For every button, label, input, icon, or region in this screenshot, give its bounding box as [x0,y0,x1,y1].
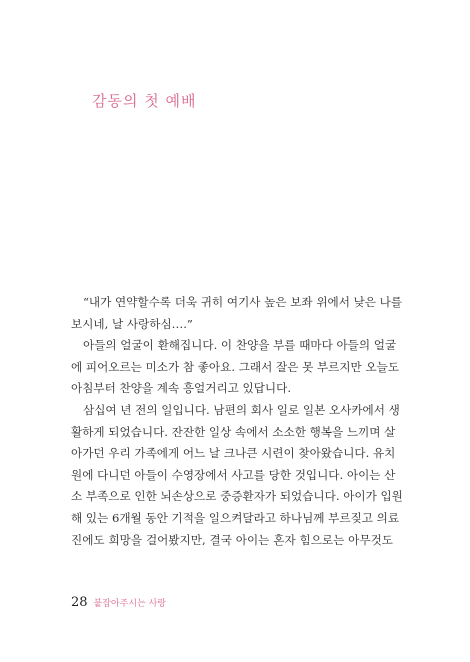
body-line: 아침부터 찬양을 계속 흥얼거리고 있답니다. [71,381,292,396]
body-line: 에 피어오르는 미소가 참 좋아요. 그래서 잘은 못 부르지만 오늘도 [71,359,400,374]
body-line: 보시네, 날 사랑하심….” [71,316,193,331]
body-line: 활하게 되었습니다. 잔잔한 일상 속에서 소소한 행복을 느끼며 살 [71,424,396,439]
running-book-title: 붙잡아주시는 사랑 [93,599,166,609]
body-line: “내가 연약할수록 더욱 귀히 여기사 높은 보좌 위에서 낮은 나를 [83,295,403,309]
body-line: 삼십여 년 전의 일입니다. 남편의 회사 일로 일본 오사카에서 생 [83,402,400,417]
body-line: 원에 다니던 아들이 수영장에서 사고를 당한 것입니다. 아이는 산 [71,467,396,482]
body-line: 소 부족으로 인한 뇌손상으로 중증환자가 되었습니다. 아이가 입원 [71,489,403,504]
body-line: 아들의 얼굴이 환해집니다. 이 찬양을 부를 때마다 아들의 얼굴 [83,338,397,353]
chapter-title: 감동의 첫 예배 [92,92,197,110]
page-footer [71,595,166,610]
body-line: 아가던 우리 가족에게 어느 날 크나큰 시련이 찾아왔습니다. 유치 [71,446,396,461]
body-text [71,292,403,551]
body-line: 해 있는 6개월 동안 기적을 일으켜달라고 하나님께 부르짖고 의료 [71,510,400,525]
body-line: 진에도 희망을 걸어봤지만, 결국 아이는 혼자 힘으로는 아무것도 [71,532,393,547]
page-number: 28 [71,595,88,610]
